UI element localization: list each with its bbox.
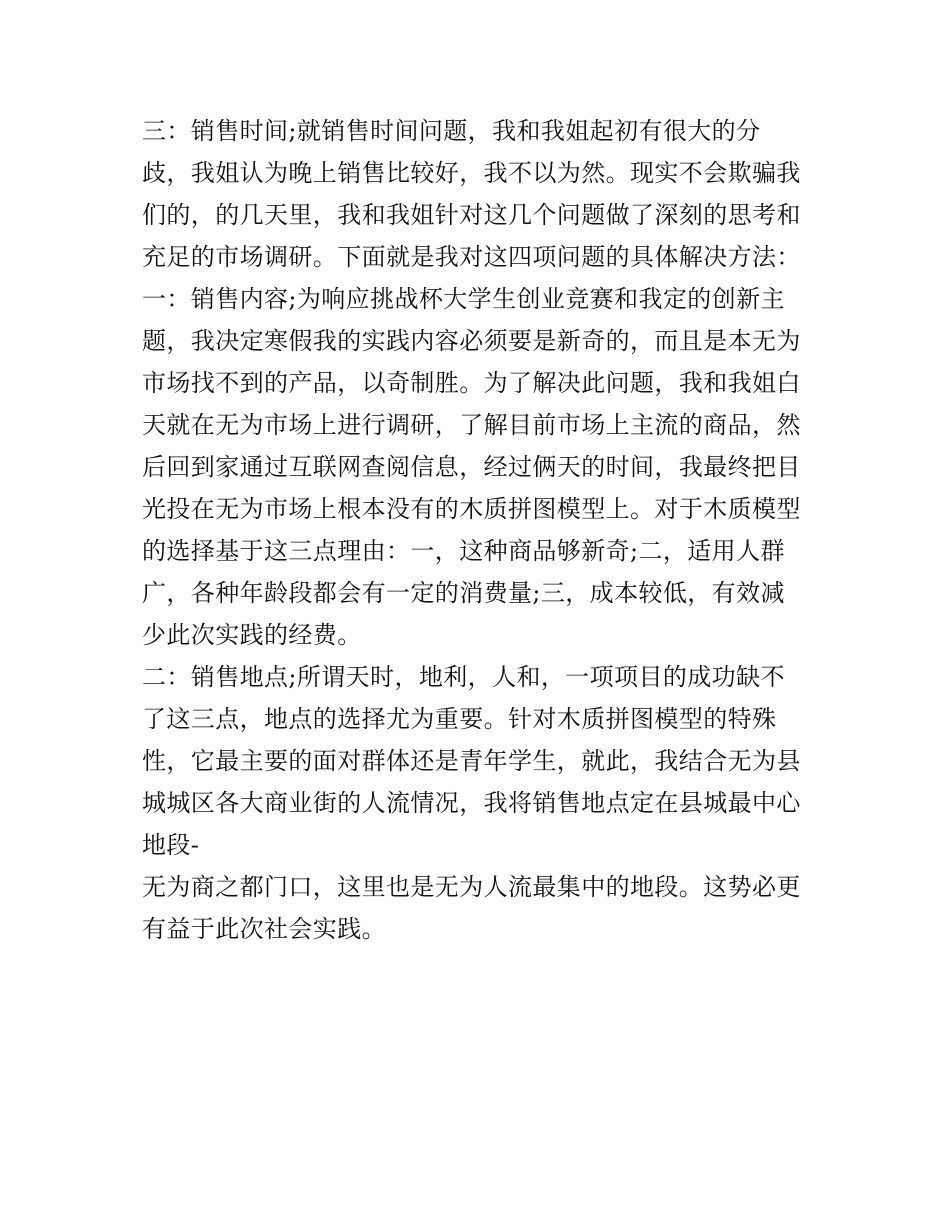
text-line: 们的，的几天里，我和我姐针对这几个问题做了深刻的思考和 — [142, 201, 801, 229]
text-line: 一：销售内容;为响应挑战杯大学生创业竞赛和我定的创新主 — [142, 285, 785, 313]
text-line: 的选择基于这三点理由：一，这种商品够新奇;二，适用人群 — [142, 537, 785, 565]
text-line: 城城区各大商业街的人流情况，我将销售地点定在县城最中心 — [142, 789, 801, 817]
text-line: 二：销售地点;所谓天时，地利，人和，一项项目的成功缺不 — [142, 663, 785, 691]
text-line: 充足的市场调研。下面就是我对这四项问题的具体解决方法： — [142, 243, 801, 271]
text-line: 广，各种年龄段都会有一定的消费量;三，成本较低，有效减 — [142, 579, 785, 607]
text-line: 地段- — [142, 831, 200, 859]
text-line: 题，我决定寒假我的实践内容必须要是新奇的，而且是本无为 — [142, 327, 801, 355]
text-line: 性，它最主要的面对群体还是青年学生，就此，我结合无为县 — [142, 747, 801, 775]
text-line: 天就在无为市场上进行调研，了解目前市场上主流的商品，然 — [142, 411, 801, 439]
text-line: 有益于此次社会实践。 — [142, 915, 386, 943]
body-text — [142, 110, 822, 950]
text-line: 后回到家通过互联网查阅信息，经过俩天的时间，我最终把目 — [142, 453, 801, 481]
text-line: 无为商之都门口，这里也是无为人流最集中的地段。这势必更 — [142, 873, 801, 901]
text-line: 三：销售时间;就销售时间问题，我和我姐起初有很大的分 — [142, 117, 761, 145]
text-line: 市场找不到的产品，以奇制胜。为了解决此问题，我和我姐白 — [142, 369, 801, 397]
text-line: 了这三点，地点的选择尤为重要。针对木质拼图模型的特殊 — [142, 705, 777, 733]
text-line: 歧，我姐认为晚上销售比较好，我不以为然。现实不会欺骗我 — [142, 159, 801, 187]
text-line: 光投在无为市场上根本没有的木质拼图模型上。对于木质模型 — [142, 495, 801, 523]
text-line: 少此次实践的经费。 — [142, 621, 362, 649]
